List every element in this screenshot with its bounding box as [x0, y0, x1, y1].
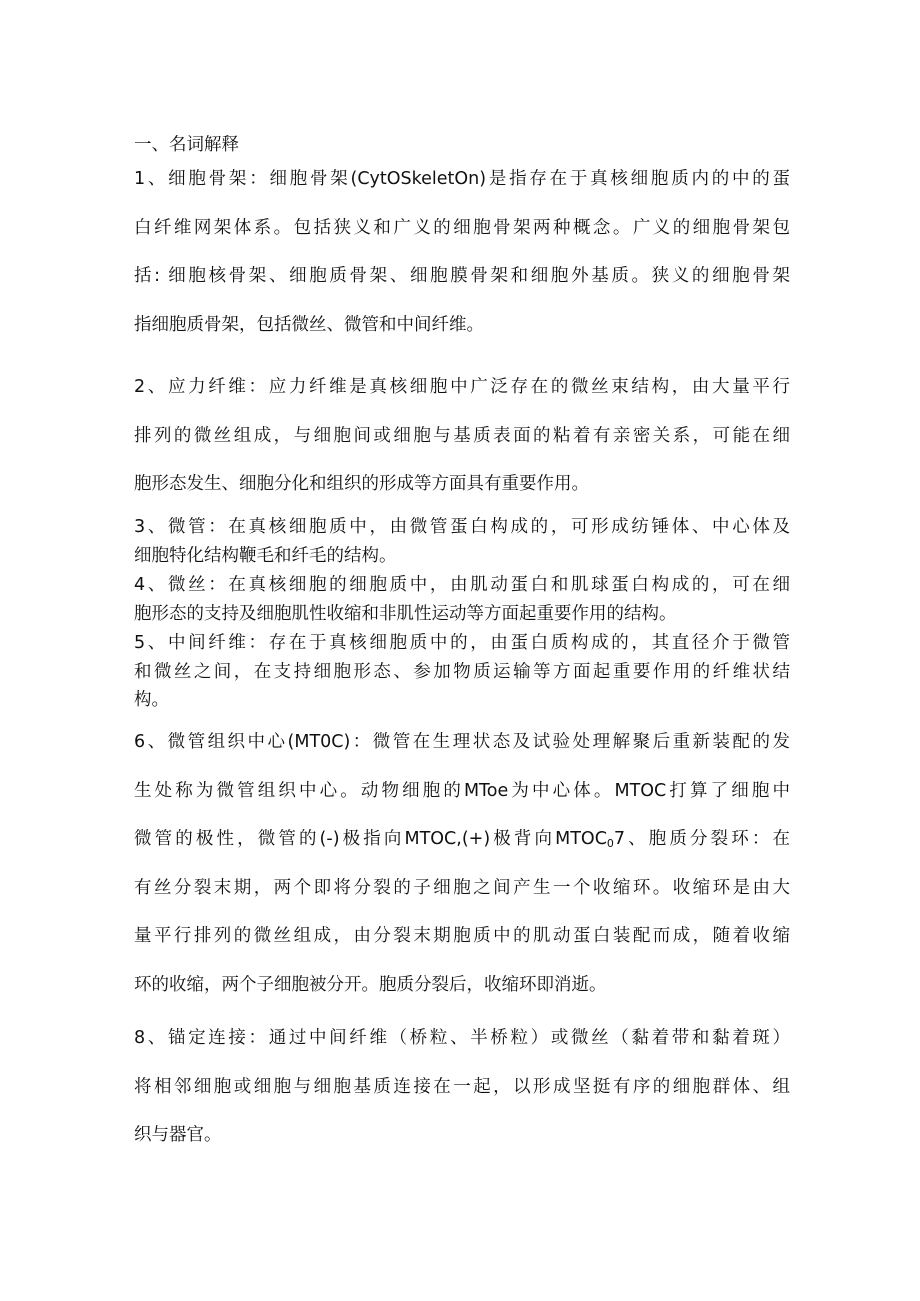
- text-line: 括: 细胞核骨架、细胞质骨架、细胞膜骨架和细胞外基质。狭义的细胞骨架: [134, 266, 790, 286]
- paragraph-microtubule: [134, 513, 790, 570]
- text-line: 排列的微丝组成，与细胞间或细胞与基质表面的粘着有亲密关系，可能在细: [134, 425, 790, 446]
- paragraph-cytoskeleton: [134, 155, 790, 349]
- text-line: 6、微管组织中心(MT0C)：微管在生理状态及试验处理解聚后重新装配的发: [134, 732, 790, 752]
- text-line: 胞形态发生、细胞分化和组织的形成等方面具有重要作用。: [134, 474, 589, 494]
- text-line: 4、微丝：在真核细胞的细胞质中，由肌动蛋白和肌球蛋白构成的，可在细: [134, 575, 790, 595]
- text-line: 8、锚定连接：通过中间纤维（桥粒、半桥粒）或微丝（黏着带和黏着斑）: [134, 1028, 790, 1048]
- text-line: 织与器官。: [134, 1125, 222, 1145]
- text-line: 有丝分裂末期，两个即将分裂的子细胞之间产生一个收缩环。收缩环是由大: [134, 877, 790, 898]
- text-line: 构。: [134, 690, 169, 710]
- subscript: 0: [606, 837, 614, 850]
- text-line: 指细胞质骨架，包括微丝、微管和中间纤维。: [134, 314, 484, 335]
- paragraph-mtoc: [134, 718, 790, 1009]
- text-line: 3、微管：在真核细胞质中，由微管蛋白构成的，可形成纺锤体、中心体及: [134, 517, 790, 537]
- paragraph-stress-fiber: [134, 363, 790, 509]
- text-line: 1、细胞骨架：细胞骨架(CytOSkeletOn)是指存在于真核细胞质内的中的蛋: [134, 169, 790, 189]
- text-line: 将相邻细胞或细胞与细胞基质连接在一起，以形成坚挺有序的细胞群体、组: [134, 1076, 790, 1097]
- paragraph-intermediate-filament: [134, 629, 790, 715]
- text-line: 生处称为微管组织中心。动物细胞的MToe为中心体。MTOC打算了细胞中: [134, 780, 790, 801]
- text-line: 细胞特化结构鞭毛和纤毛的结构。: [134, 545, 397, 566]
- text-line: 和微丝之间，在支持细胞形态、参加物质运输等方面起重要作用的纤维状结: [134, 661, 790, 682]
- text-segment: 微管的极性，微管的(-)极指向MTOC,(+)极背向MTOC: [134, 829, 607, 849]
- text-line: 量平行排列的微丝组成，由分裂末期胞质中的肌动蛋白装配而成，随着收缩: [134, 926, 790, 946]
- paragraph-microfilament: [134, 571, 790, 628]
- paragraph-anchoring-junction: [134, 1014, 790, 1160]
- text-line: 2、应力纤维：应力纤维是真核细胞中广泛存在的微丝束结构，由大量平行: [134, 377, 790, 397]
- text-line: [134, 815, 790, 864]
- section-heading: 一、名词解释: [134, 135, 239, 155]
- text-segment: 7、胞质分裂环：在: [613, 829, 790, 849]
- text-line: 环的收缩，两个子细胞被分开。胞质分裂后，收缩环即消逝。: [134, 974, 607, 995]
- text-line: 白纤维网架体系。包括狭义和广义的细胞骨架两种概念。广义的细胞骨架包: [134, 217, 790, 238]
- text-line: 胞形态的支持及细胞肌性收缩和非肌性运动等方面起重要作用的结构。: [134, 603, 677, 624]
- text-line: 5、中间纤维：存在于真核细胞质中的，由蛋白质构成的，其直径介于微管: [134, 633, 790, 653]
